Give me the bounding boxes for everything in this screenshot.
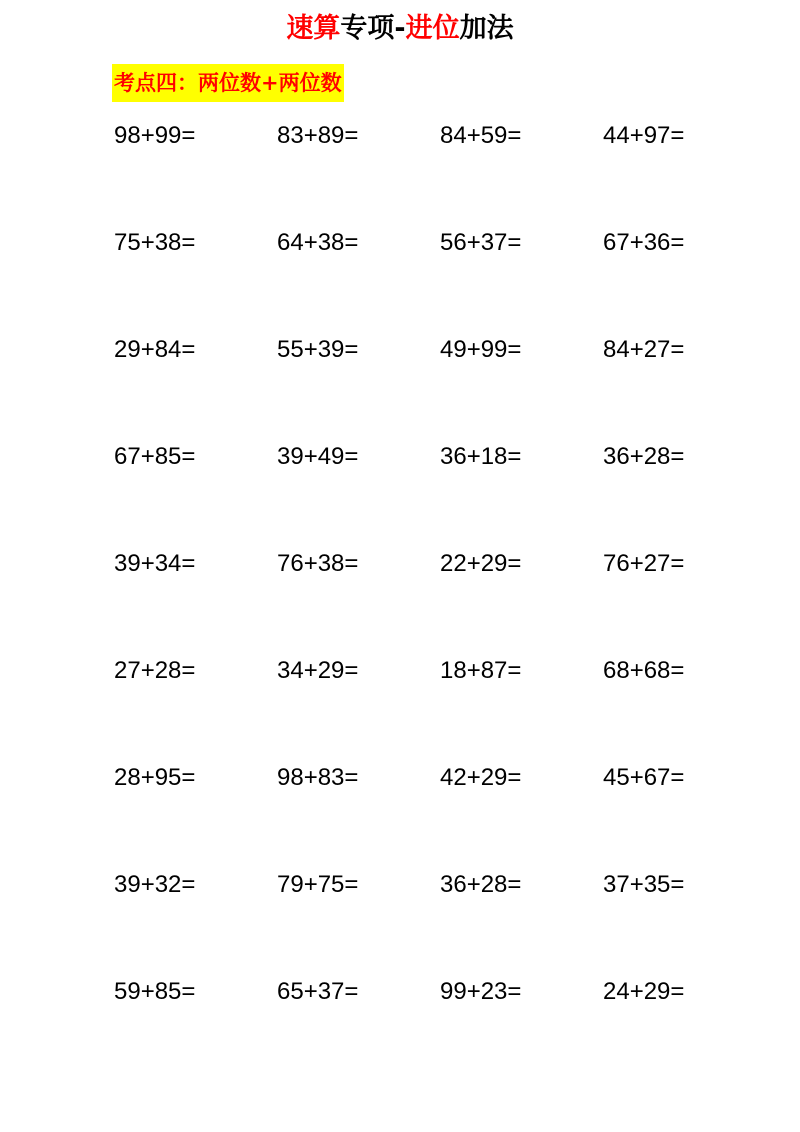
problem-item: 64+38=	[277, 229, 359, 256]
problem-grid	[0, 118, 800, 1081]
problem-row	[0, 974, 800, 1081]
problem-row	[0, 867, 800, 974]
problem-row	[0, 760, 800, 867]
problem-item: 22+29=	[440, 550, 522, 577]
problem-row	[0, 653, 800, 760]
problem-item: 39+34=	[114, 550, 196, 577]
problem-item: 24+29=	[603, 978, 685, 1005]
problem-item: 68+68=	[603, 657, 685, 684]
problem-item: 39+32=	[114, 871, 196, 898]
problem-item: 55+39=	[277, 336, 359, 363]
problem-item: 29+84=	[114, 336, 196, 363]
problem-item: 84+59=	[440, 122, 522, 149]
problem-item: 49+99=	[440, 336, 522, 363]
title-part-sucuan: 速算	[286, 13, 341, 44]
problem-item: 99+23=	[440, 978, 522, 1005]
problem-item: 75+38=	[114, 229, 196, 256]
problem-row	[0, 225, 800, 332]
problem-item: 84+27=	[603, 336, 685, 363]
problem-item: 79+75=	[277, 871, 359, 898]
problem-item: 67+36=	[603, 229, 685, 256]
problem-item: 36+28=	[440, 871, 522, 898]
problem-item: 98+99=	[114, 122, 196, 149]
problem-item: 27+28=	[114, 657, 196, 684]
title-part-zhuanxiang: 专项-	[340, 13, 406, 44]
problem-item: 36+28=	[603, 443, 685, 470]
page-title	[0, 10, 800, 48]
problem-item: 56+37=	[440, 229, 522, 256]
problem-item: 67+85=	[114, 443, 196, 470]
problem-item: 45+67=	[603, 764, 685, 791]
problem-item: 59+85=	[114, 978, 196, 1005]
problem-item: 34+29=	[277, 657, 359, 684]
title-part-jiafa: 加法	[459, 13, 514, 44]
problem-row	[0, 118, 800, 225]
problem-item: 28+95=	[114, 764, 196, 791]
problem-item: 36+18=	[440, 443, 522, 470]
problem-item: 39+49=	[277, 443, 359, 470]
problem-item: 83+89=	[277, 122, 359, 149]
problem-row	[0, 546, 800, 653]
problem-item: 42+29=	[440, 764, 522, 791]
problem-row	[0, 332, 800, 439]
problem-item: 18+87=	[440, 657, 522, 684]
problem-item: 76+38=	[277, 550, 359, 577]
problem-row	[0, 439, 800, 546]
problem-item: 44+97=	[603, 122, 685, 149]
problem-item: 37+35=	[603, 871, 685, 898]
problem-item: 76+27=	[603, 550, 685, 577]
title-part-jinwei: 进位	[405, 13, 460, 44]
problem-item: 98+83=	[277, 764, 359, 791]
section-heading: 考点四：两位数+两位数	[112, 64, 344, 102]
problem-item: 65+37=	[277, 978, 359, 1005]
